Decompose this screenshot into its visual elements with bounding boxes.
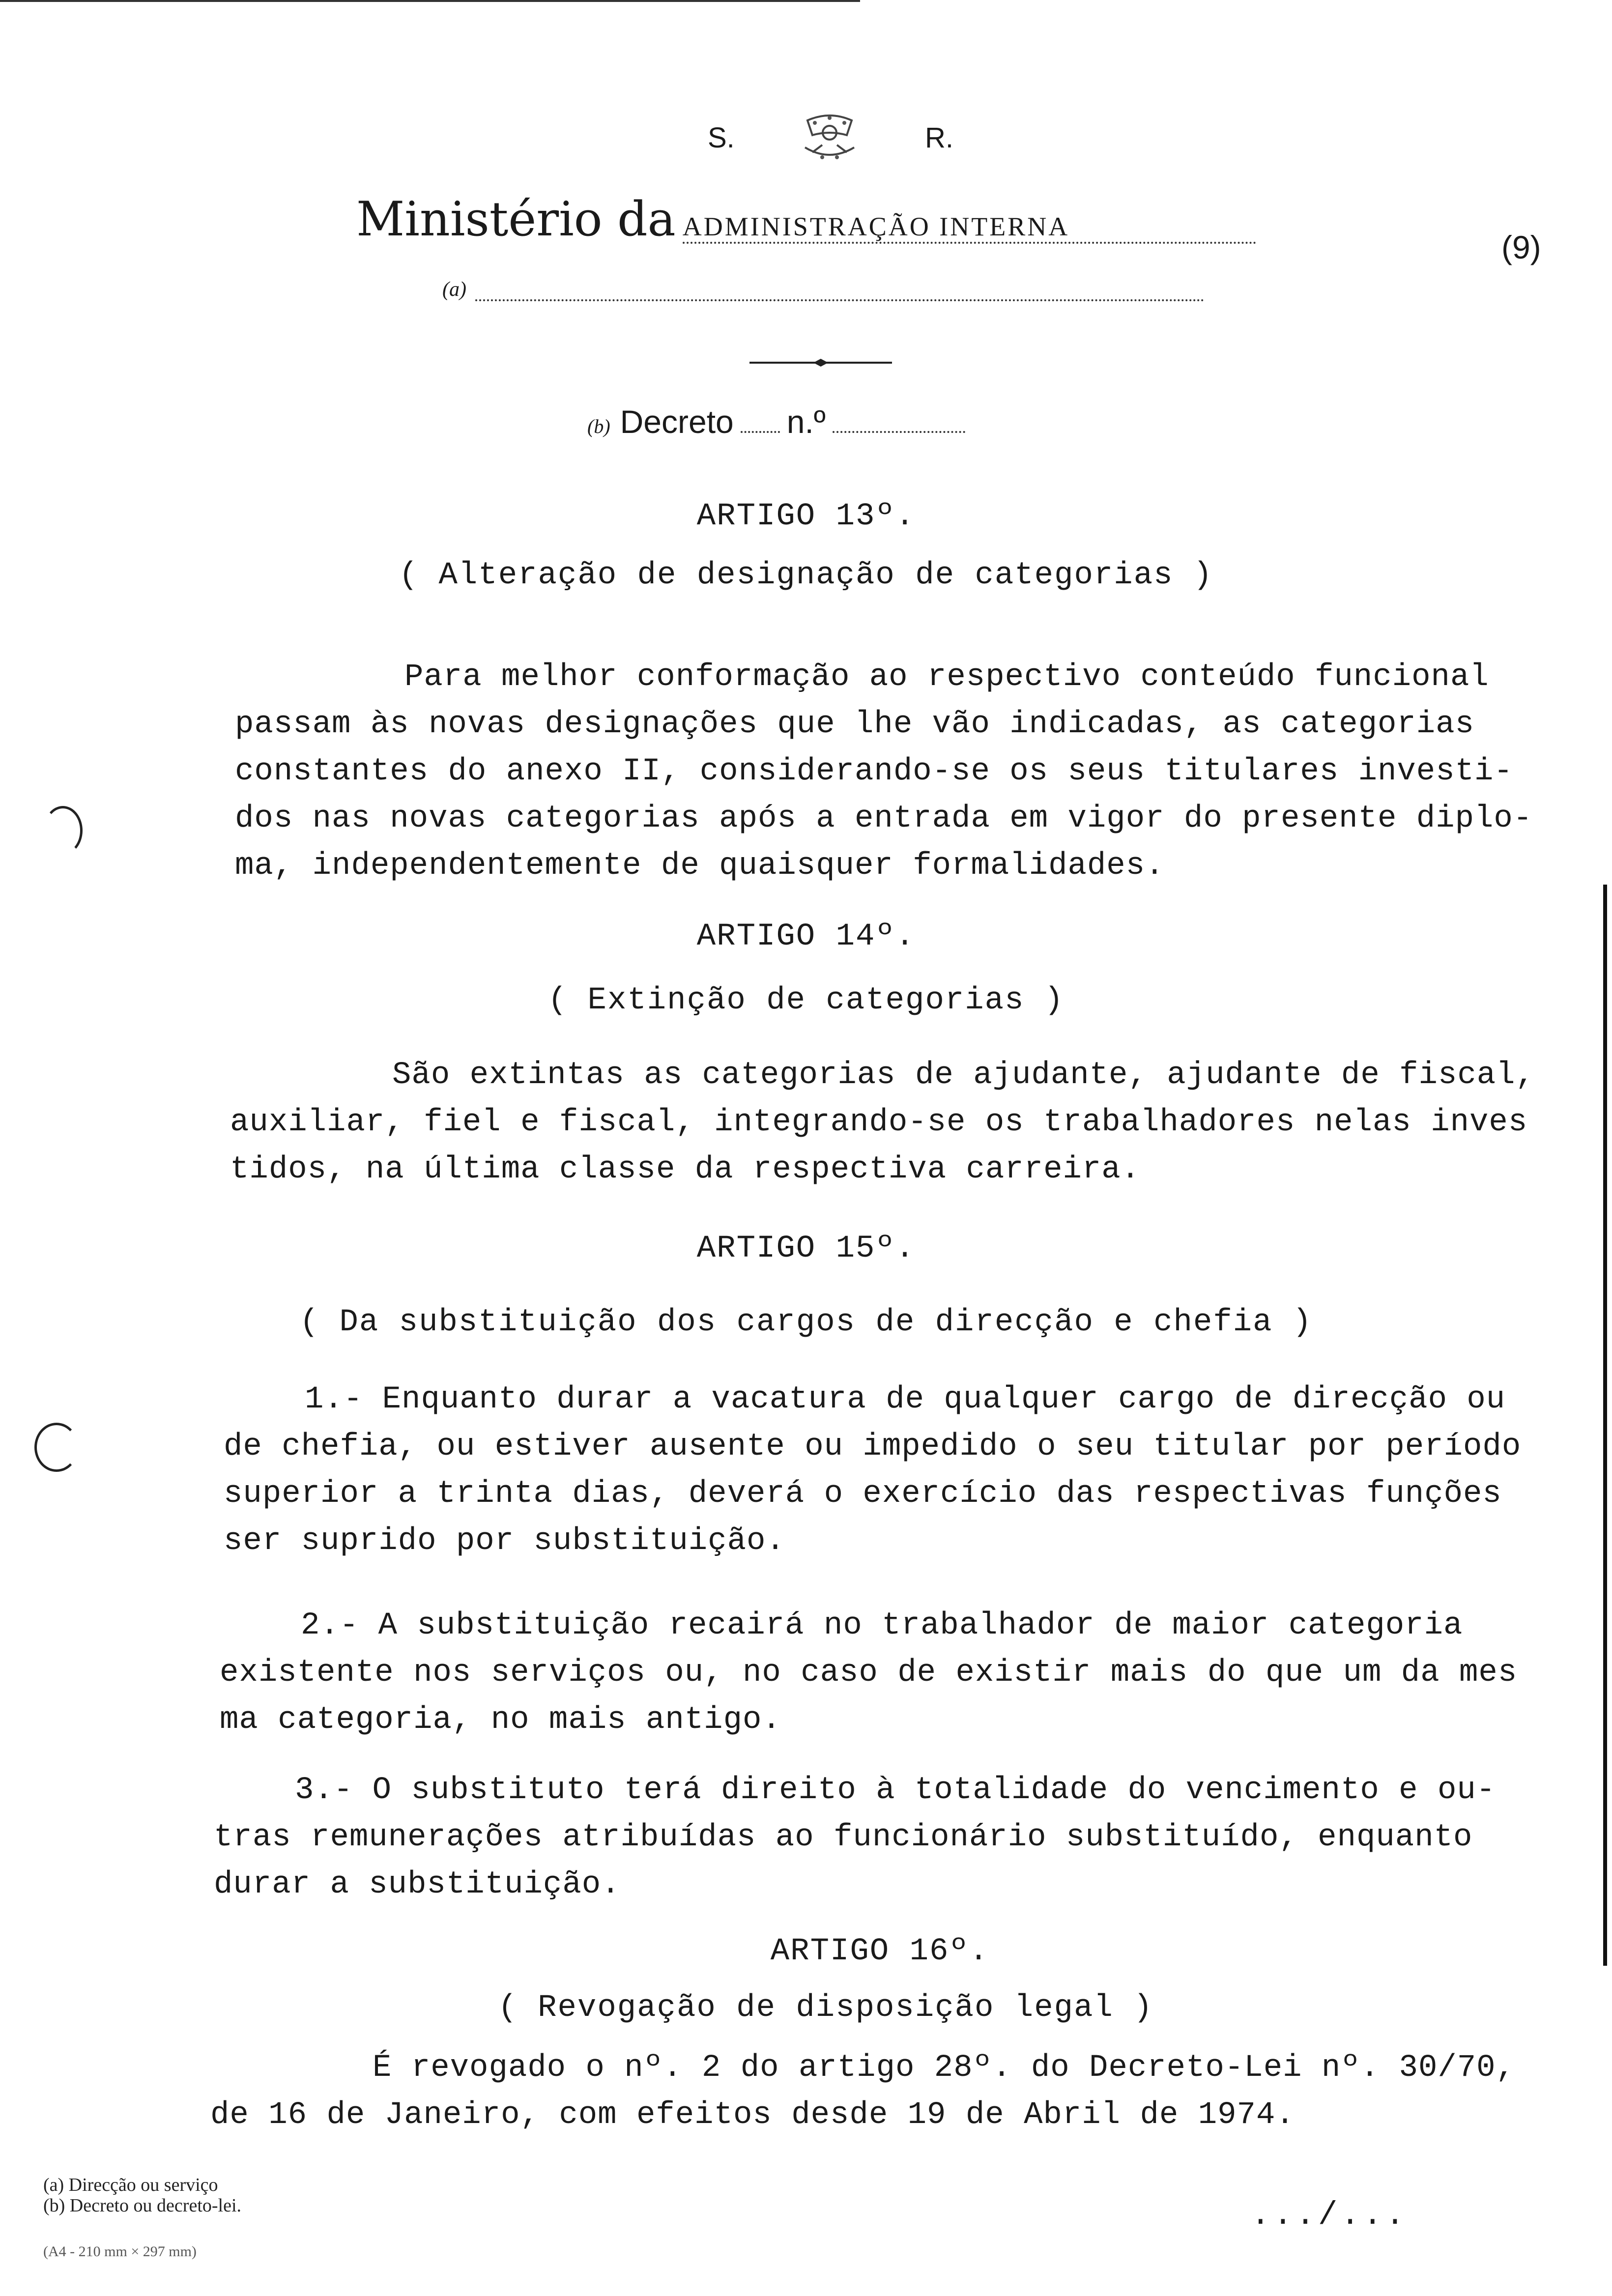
article-14-paragraph [230, 1052, 1535, 1193]
letterhead-initials [708, 111, 953, 165]
paragraph-line: 3.- O substituto terá direito à totalidade do vencimento e ou- [295, 1773, 1496, 1808]
article-15-paragraph-3 [214, 1767, 1496, 1908]
paragraph-line: tras remunerações atribuídas ao funcionário substituído, enquanto [214, 1820, 1473, 1855]
article-16-subtitle: ( Revogação de disposição legal ) [498, 1990, 1153, 2026]
form-size-code: (A4 - 210 mm × 297 mm) [43, 2243, 197, 2260]
paragraph-line: passam às novas designações que lhe vão indicadas, as categorias [235, 707, 1474, 742]
scan-right-edge [1603, 885, 1607, 1966]
ministry-label: Ministério da [356, 192, 676, 247]
paragraph-line: existente nos serviços ou, no caso de existir mais do que um da mes [220, 1655, 1518, 1691]
decree-number-label: n.º [786, 403, 826, 440]
article-16-title: ARTIGO 16º. [770, 1934, 989, 1969]
article-13-subtitle: ( Alteração de designação de categorias ) [399, 558, 1213, 593]
paragraph-line: 1.- Enquanto durar a vacatura de qualquer cargo de direcção ou [305, 1382, 1506, 1417]
paragraph-line: constantes do anexo II, considerando-se os seus titulares investi- [235, 754, 1513, 789]
article-15-paragraph-2 [220, 1602, 1517, 1744]
paragraph-line: São extintas as categorias de ajudante, ajudante de fiscal, [392, 1058, 1535, 1093]
article-14-title: ARTIGO 14º. [696, 919, 916, 954]
decree-number-blank [833, 426, 965, 433]
paragraph-line: durar a substituição. [214, 1867, 621, 1902]
paragraph-line: dos nas novas categorias após a entrada em vigor do presente diplo- [235, 801, 1533, 836]
decree-type-blank [741, 426, 780, 433]
paragraph-line: tidos, na última classe da respectiva carreira. [230, 1152, 1141, 1187]
article-15-paragraph-1 [224, 1376, 1521, 1565]
paragraph-line: ma, independentemente de quaisquer formalidades. [235, 848, 1165, 884]
continuation-mark: .../... [1251, 2197, 1408, 2234]
decree-label: Decreto [620, 403, 734, 440]
service-line [442, 278, 1204, 301]
page-number: (9) [1501, 229, 1541, 265]
ministry-heading [356, 192, 1256, 247]
paragraph-line: Para melhor conformação ao respectivo conteúdo funcional [404, 660, 1489, 695]
paragraph-line: 2.- A substituição recairá no trabalhador de maior categoria [301, 1608, 1463, 1643]
punch-hole-bottom [34, 1423, 79, 1472]
paragraph-line: auxiliar, fiel e fiscal, integrando-se os trabalhadores nelas inves [230, 1105, 1528, 1140]
article-15-subtitle: ( Da substituição dos cargos de direcção e chefia ) [299, 1305, 1313, 1340]
ornamental-divider [749, 358, 892, 368]
paragraph-line: ma categoria, no mais antigo. [220, 1702, 781, 1738]
article-15-title: ARTIGO 15º. [696, 1231, 916, 1266]
paragraph-line: de chefia, ou estiver ausente ou impedido o seu titular por período [224, 1429, 1522, 1464]
paragraph-line: É revogado o nº. 2 do artigo 28º. do Decreto-Lei nº. 30/70, [373, 2050, 1515, 2086]
footnote-b: (b) Decreto ou decreto-lei. [43, 2195, 242, 2216]
paragraph-line: de 16 de Janeiro, com efeitos desde 19 de Abril de 1974. [210, 2097, 1295, 2133]
letterhead-initial-left: S. [708, 121, 735, 154]
service-blank [475, 278, 1204, 301]
decree-marker: (b) [587, 415, 610, 437]
ministry-name: ADMINISTRAÇÃO INTERNA [683, 211, 1256, 244]
letterhead-initial-right: R. [925, 121, 953, 154]
service-marker: (a) [442, 278, 466, 301]
article-14-subtitle: ( Extinção de categorias ) [547, 983, 1065, 1018]
footnote-a: (a) Direcção ou serviço [43, 2175, 218, 2195]
punch-hole-top [43, 806, 83, 855]
scan-top-edge [0, 0, 860, 2]
article-16-paragraph [210, 2044, 1515, 2139]
article-13-paragraph [235, 654, 1532, 890]
coat-of-arms-icon [793, 111, 866, 165]
paragraph-line: superior a trinta dias, deverá o exercício das respectivas funções [224, 1476, 1502, 1512]
decree-line [587, 403, 972, 440]
article-13-title: ARTIGO 13º. [696, 499, 916, 534]
paragraph-line: ser suprido por substituição. [224, 1523, 785, 1559]
